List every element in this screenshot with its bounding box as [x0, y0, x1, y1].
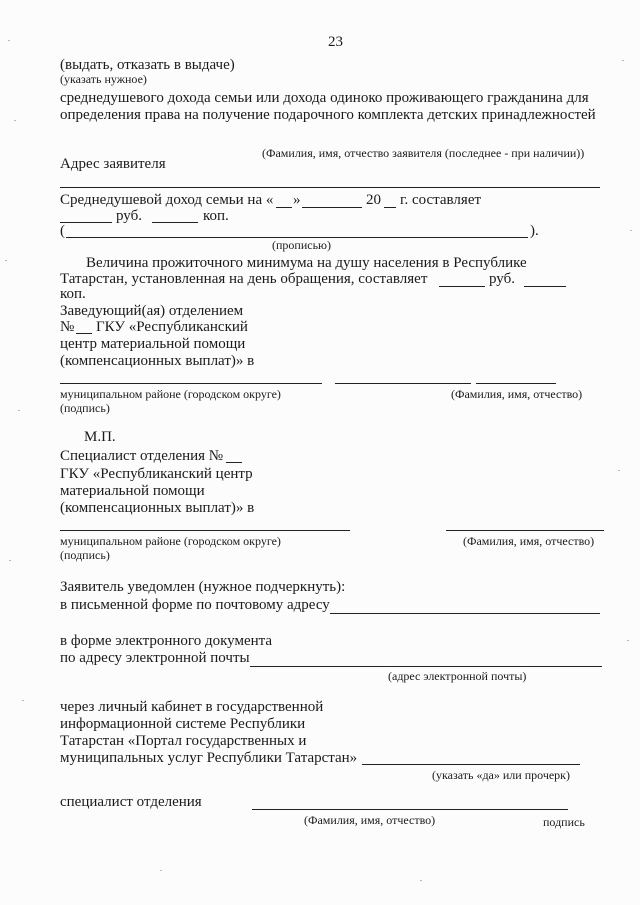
specialist-line-4: (компенсационных выплат)» в [60, 500, 255, 516]
notice-portal-line-4: муниципальных услуг Республики Татарстан» [60, 750, 358, 766]
head-signature-field [335, 383, 471, 384]
specialist-district-field [60, 530, 350, 531]
minimum-line-1: Величина прожиточного минимума на душу населения в Республике [86, 255, 527, 271]
minimum-rub-label: руб. [489, 271, 515, 287]
applicant-fio-hint: (Фамилия, имя, отчество заявителя (последнее - при наличии)) [262, 146, 585, 160]
head-signature-hint: (подпись) [60, 401, 110, 415]
specialist-department-number-field [226, 462, 242, 463]
head-line-1: Заведующий(ая) отделением [60, 303, 244, 319]
head-line-4: (компенсационных выплат)» в [60, 353, 255, 369]
income-paren-close: ). [530, 223, 539, 239]
footer-signature-hint: подпись [543, 815, 585, 829]
notice-postal: в письменной форме по почтовому адресу [60, 597, 330, 613]
specialist-district-hint: муниципальном районе (городском округе) [60, 534, 281, 548]
footer-signature-field [252, 809, 568, 810]
footer-specialist-label: специалист отделения [60, 794, 202, 810]
footer-fio-hint: (Фамилия, имя, отчество) [304, 813, 436, 827]
decision-options-hint: (указать нужное) [60, 72, 147, 86]
income-year-field [384, 207, 396, 208]
stamp-label: М.П. [84, 429, 116, 445]
minimum-rub-field [439, 286, 485, 287]
postal-address-field [330, 613, 600, 614]
minimum-kop-label: коп. [60, 286, 86, 302]
income-line-suffix: г. составляет [400, 192, 482, 208]
minimum-line-2: Татарстан, установленная на день обращения, составляет [60, 271, 428, 287]
head-line-2-suffix: ГКУ «Республиканский [96, 319, 248, 335]
specialist-line-1: Специалист отделения № [60, 448, 224, 464]
income-paren-open: ( [60, 223, 65, 239]
address-field-line [60, 187, 600, 188]
portal-answer-field [362, 764, 580, 765]
notice-portal-line-1: через личный кабинет в государственной [60, 699, 324, 715]
income-day-field [276, 207, 292, 208]
page-number: 23 [328, 34, 343, 50]
head-fio-hint: (Фамилия, имя, отчество) [451, 387, 583, 401]
specialist-fio-hint: (Фамилия, имя, отчество) [463, 534, 595, 548]
income-kop-field [152, 222, 198, 223]
in-words-hint: (прописью) [272, 238, 332, 252]
specialist-line-2: ГКУ «Республиканский центр [60, 466, 253, 482]
head-fio-field [476, 383, 556, 384]
income-year: 20 [366, 192, 381, 208]
income-rub-field [60, 222, 112, 223]
applicant-address-label: Адрес заявителя [60, 156, 166, 172]
head-line-3: центр материальной помощи [60, 336, 246, 352]
decision-options: (выдать, отказать в выдаче) [60, 57, 235, 73]
notice-portal-line-2: информационной системе Республики [60, 716, 306, 732]
head-line-2-prefix: № [60, 319, 75, 335]
income-quote-close: » [293, 192, 301, 208]
purpose-line-1: среднедушевого дохода семьи или дохода одиноко проживающего гражданина для [60, 90, 589, 106]
specialist-fio-field [446, 530, 604, 531]
income-line-prefix: Среднедушевой доход семьи на « [60, 192, 274, 208]
head-district-hint: муниципальном районе (городском округе) [60, 387, 281, 401]
notice-portal-line-3: Татарстан «Портал государственных и [60, 733, 307, 749]
notice-label: Заявитель уведомлен (нужное подчеркнуть): [60, 579, 346, 595]
email-hint: (адрес электронной почты) [388, 669, 527, 683]
specialist-line-3: материальной помощи [60, 483, 205, 499]
specialist-signature-hint: (подпись) [60, 548, 110, 562]
notice-electronic-line-2: по адресу электронной почты [60, 650, 250, 666]
income-rub-label: руб. [116, 208, 142, 224]
head-district-field [60, 383, 322, 384]
email-field [250, 666, 602, 667]
income-kop-label: коп. [203, 208, 229, 224]
income-month-field [302, 207, 362, 208]
head-department-number-field [76, 333, 92, 334]
purpose-line-2: определения права на получение подарочного комплекта детских принадлежностей [60, 107, 596, 123]
portal-hint: (указать «да» или прочерк) [432, 768, 571, 782]
notice-electronic-line-1: в форме электронного документа [60, 633, 273, 649]
minimum-kop-field [524, 286, 566, 287]
